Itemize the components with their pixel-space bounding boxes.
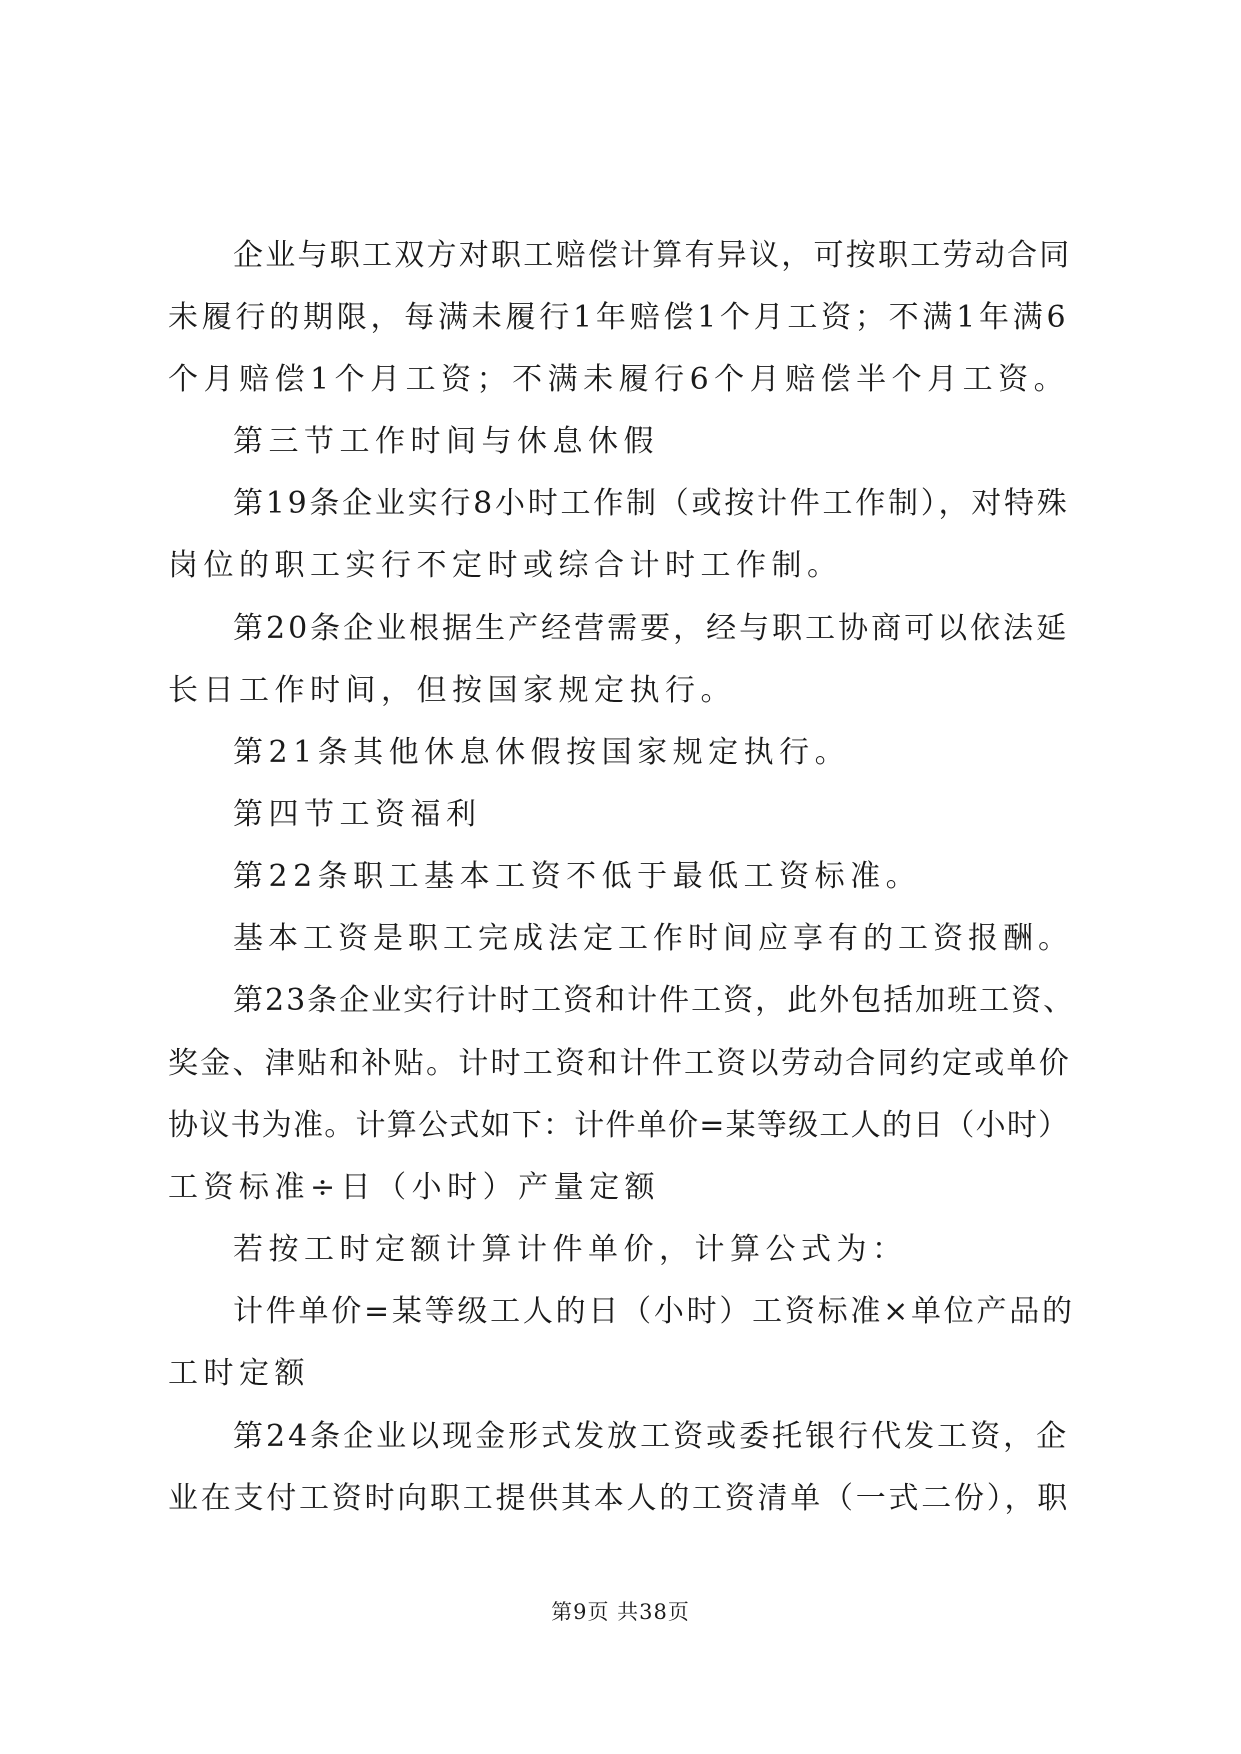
- text-line: 企业与职工双方对职工赔偿计算有异议，可按职工劳动合同: [233, 238, 1072, 273]
- text-line: 未履行的期限，每满未履行1年赔偿1个月工资；不满1年满6: [168, 300, 1070, 335]
- text-line: 第24条企业以现金形式发放工资或委托银行代发工资，企: [233, 1419, 1070, 1454]
- text-line: 第21条其他休息休假按国家规定执行。: [233, 735, 851, 770]
- section-heading: 第三节工作时间与休息休假: [233, 424, 659, 459]
- text-line: 工资标准÷日（小时）产量定额: [168, 1170, 661, 1205]
- text-line: 协议书为准。计算公式如下：计件单价=某等级工人的日（小时）: [168, 1108, 1070, 1143]
- text-line: 若按工时定额计算计件单价，计算公式为：: [233, 1232, 908, 1267]
- text-line: 第23条企业实行计时工资和计件工资，此外包括加班工资、: [233, 983, 1076, 1018]
- section-heading: 第四节工资福利: [233, 797, 482, 832]
- text-line: 第22条职工基本工资不低于最低工资标准。: [233, 859, 922, 894]
- page-number-footer: 第9页 共38页: [551, 1600, 690, 1624]
- text-line: 业在支付工资时向职工提供其本人的工资清单（一式二份），职: [168, 1481, 1070, 1516]
- text-line: 基本工资是职工完成法定工作时间应享有的工资报酬。: [233, 921, 1073, 956]
- text-line: 工时定额: [168, 1356, 310, 1391]
- text-line: 计件单价=某等级工人的日（小时）工资标准×单位产品的: [233, 1294, 1075, 1329]
- text-line: 长日工作时间，但按国家规定执行。: [168, 673, 736, 708]
- text-line: 第19条企业实行8小时工作制（或按计件工作制），对特殊: [233, 486, 1070, 521]
- text-line: 第20条企业根据生产经营需要，经与职工协商可以依法延: [233, 611, 1070, 646]
- text-line: 个月赔偿1个月工资；不满未履行6个月赔偿半个月工资。: [168, 362, 1070, 397]
- text-line: 奖金、津贴和补贴。计时工资和计件工资以劳动合同约定或单价: [168, 1046, 1071, 1081]
- text-line: 岗位的职工实行不定时或综合计时工作制。: [168, 548, 843, 583]
